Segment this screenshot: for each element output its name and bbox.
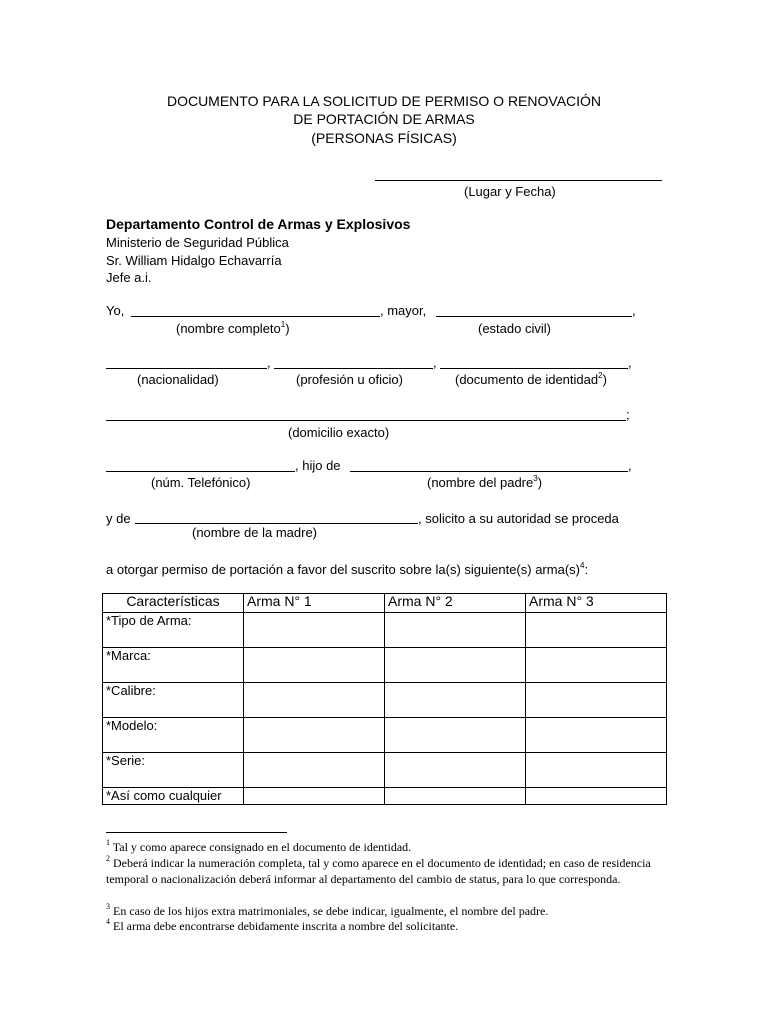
recipient-ministry: Ministerio de Seguridad Pública	[106, 235, 289, 250]
full-name-caption: (nombre completo$^1$)	[176, 319, 290, 336]
phone-line[interactable]	[106, 471, 295, 472]
recipient-department: Departamento Control de Armas y Explosivos	[106, 216, 411, 232]
row-label-serial: *Serie:	[103, 753, 244, 788]
comma-1: ,	[632, 303, 636, 318]
footnote-2: $^2$ Deberá indicar la numeración completa, tal y como aparece en el documento de identidad; en caso de residencia temporal o nacionalización deberá informar al departamento del cambio de status, para lo que corresponda.	[106, 854, 651, 886]
civil-status-caption: (estado civil)	[478, 321, 551, 336]
cell-weapon-2-type[interactable]	[385, 613, 526, 648]
place-date-label: (Lugar y Fecha)	[464, 184, 556, 199]
address-caption: (domicilio exacto)	[288, 425, 390, 440]
table-header-row	[103, 594, 667, 613]
comma-2: ,	[267, 355, 271, 370]
phone-caption: (núm. Telefónico)	[151, 475, 251, 490]
yo-label: Yo,	[106, 303, 125, 318]
cell-weapon-1-caliber[interactable]	[244, 683, 385, 718]
profession-caption: (profesión u oficio)	[296, 372, 403, 387]
table-row	[103, 613, 667, 648]
address-line[interactable]	[106, 420, 626, 421]
id-document-caption: (documento de identidad$^2$)	[455, 370, 607, 387]
cell-weapon-1-type[interactable]	[244, 613, 385, 648]
cell-weapon-3-brand[interactable]	[526, 648, 667, 683]
header-weapon-2: Arma N° 2	[385, 594, 526, 613]
mother-name-caption: (nombre de la madre)	[192, 525, 317, 540]
row-label-other: *Así como cualquier	[103, 788, 244, 805]
footnote-1: $^1$ Tal y como aparece consignado en el documento de identidad.	[106, 838, 412, 854]
civil-status-line[interactable]	[436, 316, 632, 317]
cell-weapon-3-model[interactable]	[526, 718, 667, 753]
mayor-label: , mayor,	[380, 303, 427, 318]
cell-weapon-1-other[interactable]	[244, 788, 385, 805]
footnote-separator	[106, 832, 287, 833]
father-name-caption: (nombre del padre$^3$)	[427, 473, 543, 490]
cell-weapon-3-other[interactable]	[526, 788, 667, 805]
row-label-model: *Modelo:	[103, 718, 244, 753]
recipient-name: Sr. William Hidalgo Echavarría	[106, 253, 282, 268]
document-title-line-1: DOCUMENTO PARA LA SOLICITUD DE PERMISO O RENOVACIÓN	[166, 93, 602, 109]
cell-weapon-2-brand[interactable]	[385, 648, 526, 683]
place-date-line[interactable]	[375, 180, 662, 181]
full-name-line[interactable]	[131, 316, 380, 317]
header-characteristics: Características	[103, 594, 244, 613]
comma-5: ,	[628, 458, 632, 473]
profession-line[interactable]	[274, 368, 433, 369]
request-sentence: a otorgar permiso de portación a favor del suscrito sobre la(s) siguiente(s) $arma(s)^4$:	[106, 560, 589, 577]
row-label-caliber: *Calibre:	[103, 683, 244, 718]
row-label-type: *Tipo de Arma:	[103, 613, 244, 648]
cell-weapon-3-type[interactable]	[526, 613, 667, 648]
mother-name-line[interactable]	[135, 523, 418, 524]
recipient-position: Jefe a.i.	[106, 270, 152, 285]
document-subtitle: (PERSONAS FÍSICAS)	[311, 130, 457, 146]
semicolon: ;	[626, 407, 630, 422]
document-title-line-2: DE PORTACIÓN DE ARMAS	[293, 111, 475, 127]
comma-3: ,	[433, 355, 437, 370]
nationality-caption: (nacionalidad)	[137, 372, 219, 387]
solicito-text: , solicito a su autoridad se proceda	[418, 511, 619, 526]
footnote-3: $^3$ En caso de los hijos extra matrimoniales, se debe indicar, igualmente, el nombre del padre.	[106, 902, 549, 918]
weapons-table	[102, 593, 667, 805]
cell-weapon-1-model[interactable]	[244, 718, 385, 753]
comma-4: ,	[628, 355, 632, 370]
cell-weapon-3-caliber[interactable]	[526, 683, 667, 718]
table-row	[103, 753, 667, 788]
id-document-line[interactable]	[440, 368, 628, 369]
table-row	[103, 788, 667, 805]
header-weapon-1: Arma N° 1	[244, 594, 385, 613]
table-row	[103, 718, 667, 753]
cell-weapon-2-other[interactable]	[385, 788, 526, 805]
footnote-4: $^4$ El arma debe encontrarse debidamente inscrita a nombre del solicitante.	[106, 917, 459, 933]
cell-weapon-1-brand[interactable]	[244, 648, 385, 683]
nationality-line[interactable]	[106, 368, 267, 369]
cell-weapon-2-caliber[interactable]	[385, 683, 526, 718]
table-row	[103, 683, 667, 718]
y-de-label: y de	[106, 511, 131, 526]
cell-weapon-1-serial[interactable]	[244, 753, 385, 788]
table-row	[103, 648, 667, 683]
header-weapon-3: Arma N° 3	[526, 594, 667, 613]
cell-weapon-2-model[interactable]	[385, 718, 526, 753]
cell-weapon-3-serial[interactable]	[526, 753, 667, 788]
row-label-brand: *Marca:	[103, 648, 244, 683]
hijo-de-label: , hijo de	[295, 458, 341, 473]
cell-weapon-2-serial[interactable]	[385, 753, 526, 788]
father-name-line[interactable]	[350, 471, 628, 472]
